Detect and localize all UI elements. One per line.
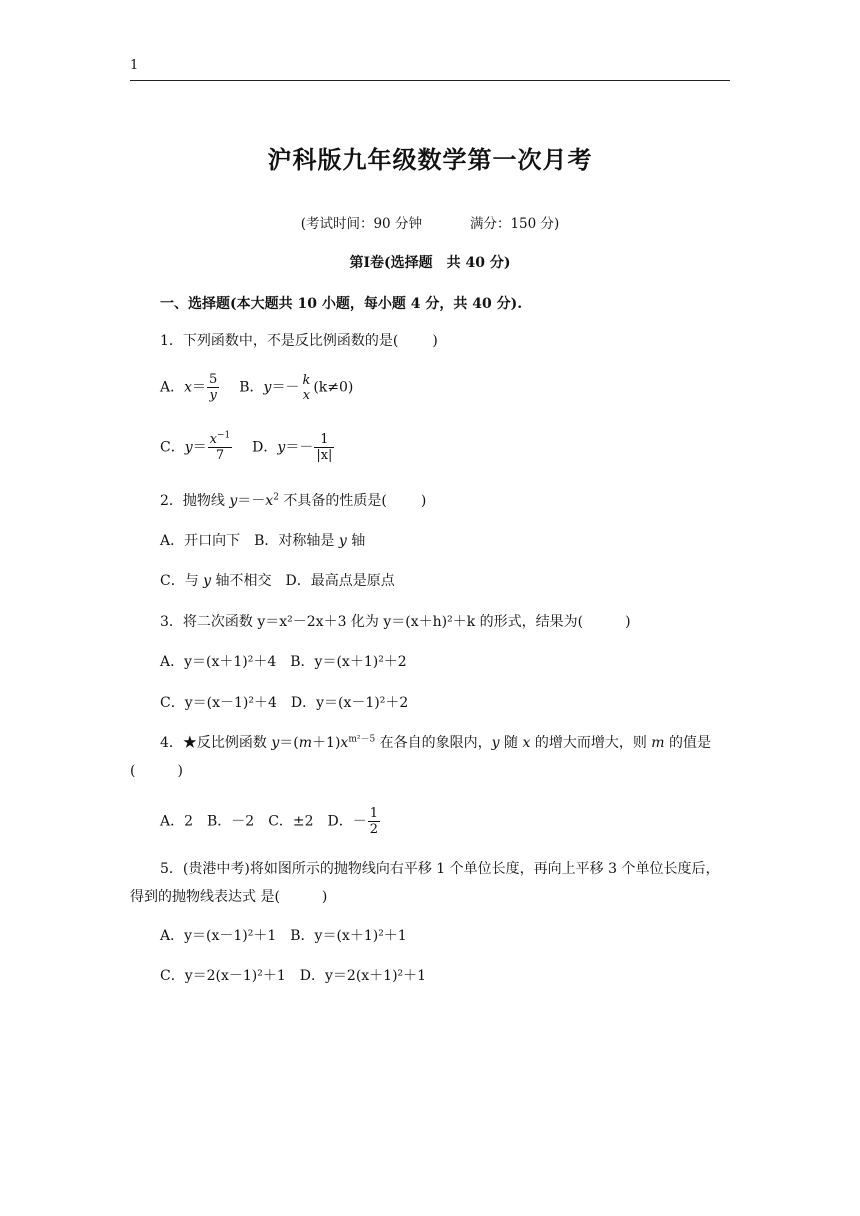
q1-option-b-label: B． — [239, 379, 264, 396]
q1-option-c-label: C． — [160, 439, 185, 456]
q1-stem — [160, 331, 438, 351]
q5-stem: 5．(贵港中考)将如图所示的抛物线向右平移 1 个单位长度，再向上平移 3 个单位长度后，得到的抛物线表达式 是( ) — [130, 861, 720, 905]
q1-option-b-var: y — [263, 379, 272, 396]
q3-options-cd: C．y＝(x－1)²＋4 D．y＝(x－1)²＋2 — [160, 695, 409, 711]
q4-stem-paren: ( ) — [130, 763, 183, 779]
q1-options-ab — [160, 372, 353, 403]
section-heading: 一、选择题(本大题共 10 小题，每小题 4 分，共 40 分). — [160, 296, 523, 312]
q4-stem: 4．★反比例函数 $y=(m+1)x^{m^2-5}$ 在各自的象限内，y 随 x 的增大而增大，则 m 的值是 — [160, 734, 712, 751]
q2-options-cd: C．与 y 轴不相交 D．最高点是原点 — [160, 573, 395, 589]
q4-options: A．2 B．－2 C．±2 D．－ $\frac{1}{2}$ — [160, 806, 379, 837]
q1-options-cd — [160, 432, 335, 463]
q1-option-d-eq: ＝－ — [285, 439, 314, 456]
q1-option-a-var: x — [184, 379, 193, 396]
q1-stem-text: 1．下列函数中，不是反比例函数的是( — [160, 333, 399, 349]
exam-time: (考试时间：90 分钟 — [300, 216, 422, 232]
exam-score: 满分：150 分) — [469, 216, 560, 232]
exam-info — [0, 212, 860, 232]
page-title: 沪科版九年级数学第一次月考 — [267, 146, 593, 174]
q1-option-b-eq: ＝－ — [271, 379, 300, 396]
q5-options-cd: C．y＝2(x－1)²＋1 D．y＝2(x＋1)²＋1 — [160, 968, 427, 984]
q1-option-c-eq: ＝ — [192, 439, 207, 456]
q1-option-c-fraction: $\frac{x^{-1}}{7}$ — [209, 430, 231, 463]
q4-option-d-fraction: $\frac{1}{2}$ — [369, 806, 379, 837]
q2-options-ab: A．开口向下 B．对称轴是 y 轴 — [160, 533, 366, 549]
q1-option-a-fraction: $\frac{5}{y}$ — [209, 372, 218, 403]
q1-stem-close: ) — [432, 333, 438, 349]
page-number: 1 — [130, 58, 139, 73]
q1-option-b-fraction: k x — [302, 372, 311, 403]
volume-heading: 第Ⅰ卷(选择题 共 40 分) — [349, 255, 511, 271]
q1-option-c-var: y — [184, 439, 193, 456]
q3-stem: 3．将二次函数 y＝x²－2x＋3 化为 y＝(x＋h)²＋k 的形式，结果为( ) — [160, 614, 631, 630]
q1-option-d-var: y — [277, 439, 286, 456]
q1-option-a-label: A． — [160, 379, 185, 396]
q1-option-b-condition: (k≠0) — [313, 379, 354, 396]
q1-option-a-eq: ＝ — [192, 379, 207, 396]
header-rule — [130, 80, 730, 81]
q1-option-d-label: D． — [252, 439, 278, 456]
q1-option-d-fraction: $\frac{1}{|x|}$ — [316, 432, 333, 463]
q5-options-ab: A．y＝(x－1)²＋1 B．y＝(x＋1)²＋1 — [160, 928, 407, 944]
q3-options-ab: A．y＝(x＋1)²＋4 B．y＝(x＋1)²＋2 — [160, 654, 407, 670]
q2-stem: 2．抛物线 $y=-x^2$ 不具备的性质是( ) — [160, 492, 427, 509]
